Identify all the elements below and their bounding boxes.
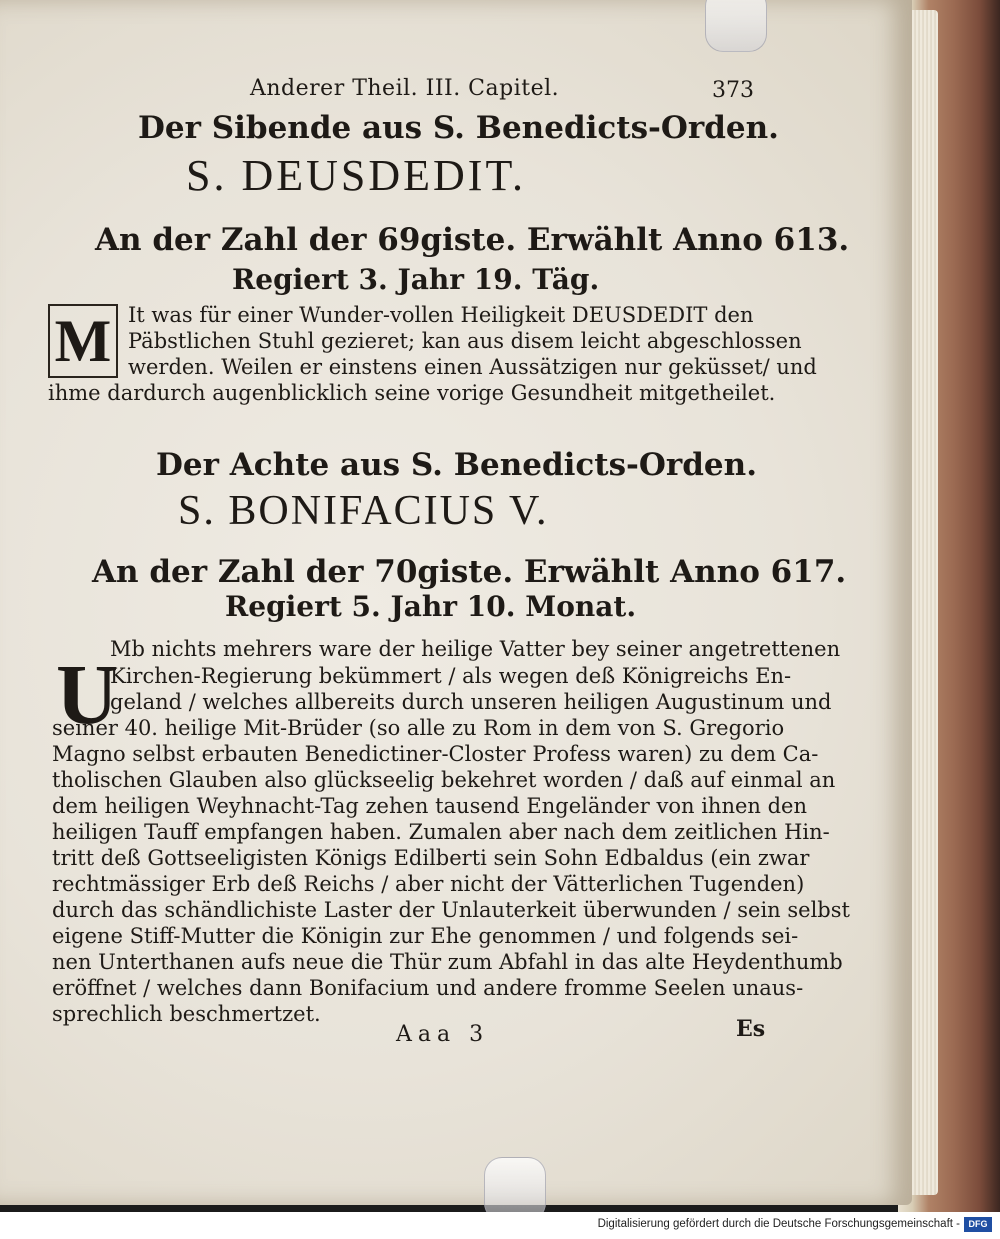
page-clip-top [705,0,767,52]
section2-line: heiligen Tauff empfangen haben. Zumalen aber nach dem zeitlichen Hin- [52,820,830,844]
section2-line: durch das schändlichiste Laster der Unlauterkeit überwunden / sein selbst [52,898,850,922]
page-number: 373 [712,78,754,103]
section2-line: dem heiligen Weyhnacht-Tag zehen tausend Engeländer von ihnen den [52,794,807,818]
section2-line: sprechlich beschmertzet. [52,1002,321,1026]
signature-mark: Aaa 3 [396,1022,490,1047]
dfg-logo: DFG [964,1217,992,1232]
section2-line: geland / welches allbereits durch unseren heiligen Augustinum und [110,690,832,714]
section1-line: werden. Weilen er einstens einen Aussätzigen nur geküsset/ und [128,355,817,379]
footer [0,1212,1000,1239]
section1-line: ihme dardurch augenblicklich seine vorige Gesundheit mitgetheilet. [48,381,776,405]
running-head: Anderer Theil. III. Capitel. [250,76,560,101]
section2-line: eröffnet / welches dann Bonifacium und andere fromme Seelen unaus- [52,976,804,1000]
section2-line: rechtmässiger Erb deß Reichs / aber nicht der Vätterlichen Tugenden) [52,872,805,896]
section2-reign: Regiert 5. Jahr 10. Monat. [225,590,637,623]
section1-line: It was für einer Wunder-vollen Heiligkeit DEUSDEDIT den [128,303,754,327]
section2-line: eigene Stiff-Mutter die Königin zur Ehe genommen / und folgends sei- [52,924,799,948]
section2-drop-initial: U [56,646,119,742]
section1-reign: Regiert 3. Jahr 19. Täg. [232,263,600,296]
section1-heading: Der Sibende aus S. Benedicts-Orden. [138,110,779,146]
section2-line: tholischen Glauben also glückseelig bekehret worden / daß auf einmal an [52,768,836,792]
section2-pope-name: S. BONIFACIUS V. [178,488,549,534]
section1-line: Päbstlichen Stuhl gezieret; kan aus disem leicht abgeschlossen [128,329,802,353]
section2-line: Magno selbst erbauten Benedictiner-Closter Profess waren) zu dem Ca- [52,742,819,766]
section2-line: nen Unterthanen aufs neue die Thür zum Abfahl in das alte Heydenthumb [52,950,843,974]
footer-credit: Digitalisierung gefördert durch die Deutsche Forschungsgemeinschaft - [597,1218,960,1230]
section2-line: seiner 40. heilige Mit-Brüder (so alle zu Rom in dem von S. Gregorio [52,716,785,740]
section2-election: An der Zahl der 70giste. Erwählt Anno 617. [92,554,847,590]
section1-election: An der Zahl der 69giste. Erwählt Anno 613. [95,222,850,258]
section2-heading: Der Achte aus S. Benedicts-Orden. [156,447,757,483]
section1-pope-name: S. DEUSDEDIT. [186,151,527,200]
section2-line: tritt deß Gottseeligisten Königs Edilberti sein Sohn Edbaldus (ein zwar [52,846,810,870]
section2-line: Mb nichts mehrers ware der heilige Vatter bey seiner angetrettenen [110,637,841,661]
page-clip-bottom [484,1157,546,1212]
section1-drop-initial: M [48,304,118,378]
catchword: Es [736,1016,766,1042]
section2-line: Kirchen-Regierung bekümmert / als wegen deß Königreichs En- [110,664,792,688]
